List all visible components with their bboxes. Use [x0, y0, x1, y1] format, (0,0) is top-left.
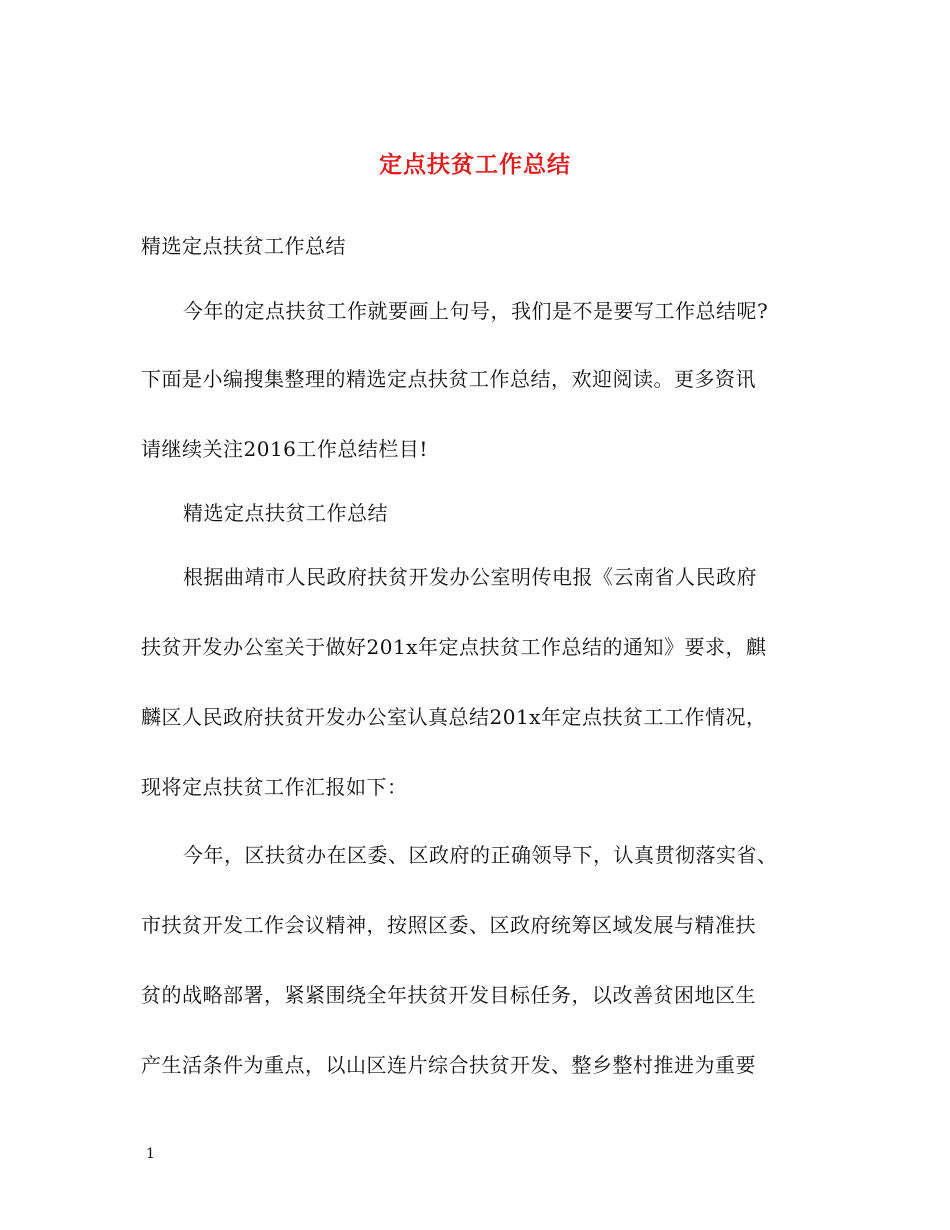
paragraph-line: 今年的定点扶贫工作就要画上句号，我们是不是要写工作总结呢?	[183, 299, 769, 323]
paragraph-line: 今年，区扶贫办在区委、区政府的正确领导下，认真贯彻落实省、	[183, 843, 778, 867]
paragraph-line: 根据曲靖市人民政府扶贫开发办公室明传电报《云南省人民政府	[183, 565, 757, 589]
paragraph-line: 现将定点扶贫工作汇报如下：	[141, 775, 408, 799]
page-number: 1	[146, 1146, 155, 1162]
paragraph-line: 麟区人民政府扶贫开发办公室认真总结201x年定点扶贫工工作情况，	[141, 705, 767, 729]
paragraph-line: 贫的战略部署，紧紧围绕全年扶贫开发目标任务，以改善贫困地区生	[141, 983, 756, 1007]
section-heading: 精选定点扶贫工作总结	[141, 234, 346, 258]
paragraph-line: 请继续关注2016工作总结栏目!	[141, 437, 428, 461]
document-title: 定点扶贫工作总结	[379, 152, 571, 178]
paragraph-line: 产生活条件为重点，以山区连片综合扶贫开发、整乡整村推进为重要	[141, 1053, 756, 1077]
paragraph-line: 下面是小编搜集整理的精选定点扶贫工作总结，欢迎阅读。更多资讯	[141, 367, 756, 391]
paragraph-line: 扶贫开发办公室关于做好201x年定点扶贫工作总结的通知》要求，麒	[141, 635, 767, 659]
paragraph-line: 市扶贫开发工作会议精神，按照区委、区政府统筹区域发展与精准扶	[141, 913, 756, 937]
paragraph-heading: 精选定点扶贫工作总结	[183, 501, 388, 525]
